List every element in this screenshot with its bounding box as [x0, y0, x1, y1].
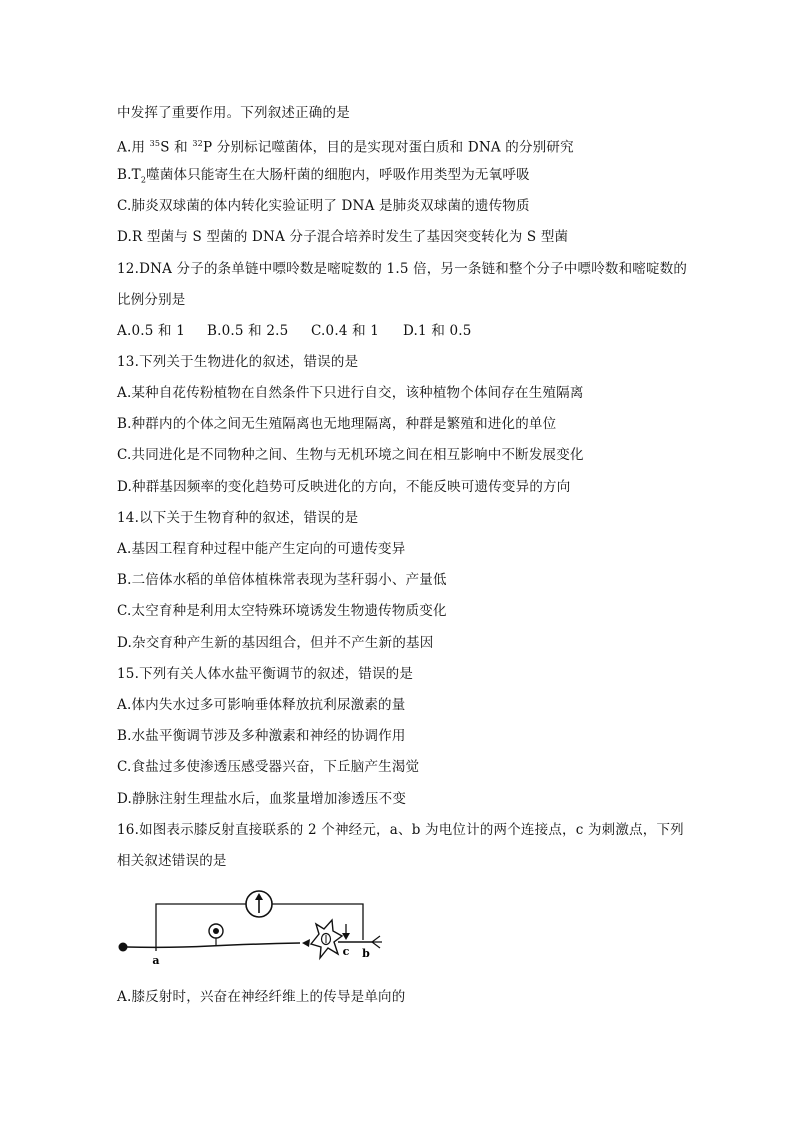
knee-reflex-neuron-diagram	[110, 884, 400, 974]
label-c: c	[342, 945, 350, 958]
label-a: a	[152, 954, 160, 967]
nerve-fiber	[127, 943, 300, 947]
q14-stem: 14.以下关于生物育种的叙述，错误的是	[117, 510, 359, 526]
q11-stem-tail: 中发挥了重要作用。下列叙述正确的是	[117, 105, 350, 121]
q15-option-d: D.静脉注射生理盐水后，血浆量增加渗透压不变	[117, 791, 407, 807]
q12-stem-line2: 比例分别是	[117, 292, 186, 308]
q11-option-a: A.用 $^{35}$S 和 $^{32}$P 分别标记噬菌体，目的是实现对蛋白质和 DNA 的分别研究	[117, 139, 574, 156]
label-b: b	[362, 947, 370, 960]
q11-option-c: C.肺炎双球菌的体内转化实验证明了 DNA 是肺炎双球菌的遗传物质	[117, 198, 530, 214]
q12-option-d: D.1 和 0.5	[403, 323, 472, 339]
q14-option-d: D.杂交育种产生新的基因组合，但并不产生新的基因	[117, 635, 434, 651]
q13-option-a: A.某种自花传粉植物在自然条件下只进行自交，该种植物个体间存在生殖隔离	[117, 385, 584, 401]
q13-option-c: C.共同进化是不同物种之间、生物与无机环境之间在相互影响中不断发展变化	[117, 447, 584, 463]
q12-option-a: A.0.5 和 1	[117, 323, 185, 339]
q13-option-b: B.种群内的个体之间无生殖隔离也无地理隔离，种群是繁殖和进化的单位	[117, 416, 557, 432]
q16-stem-line2: 相关叙述错误的是	[117, 853, 227, 869]
q14-option-a: A.基因工程育种过程中能产生定向的可遗传变异	[117, 541, 406, 557]
q15-stem: 15.下列有关人体水盐平衡调节的叙述，错误的是	[117, 666, 414, 682]
q15-option-b: B.水盐平衡调节涉及多种激素和神经的协调作用	[117, 728, 406, 744]
stimulus-arrow-icon	[342, 924, 350, 940]
q13-option-d: D.种群基因频率的变化趋势可反映进化的方向，不能反映可遗传变异的方向	[117, 479, 571, 495]
q14-option-b: B.二倍体水稻的单倍体植株常表现为茎秆弱小、产量低	[117, 572, 447, 588]
electrometer-icon	[246, 891, 272, 917]
q14-option-c: C.太空育种是利用太空特殊环境诱发生物遗传物质变化	[117, 603, 447, 619]
q16-option-a: A.膝反射时，兴奋在神经纤维上的传导是单向的	[117, 989, 406, 1005]
electrometer-wire-right	[272, 904, 363, 940]
receptor-icon	[209, 924, 223, 946]
q13-stem: 13.下列关于生物进化的叙述，错误的是	[117, 354, 359, 370]
q11-option-b: $B.T_2$噬菌体只能寄生在大肠杆菌的细胞内，呼吸作用类型为无氧呼吸	[117, 167, 530, 185]
q16-stem-line1: 16.如图表示膝反射直接联系的 2 个神经元，a、b 为电位计的两个连接点，c 为刺激点，下列	[117, 822, 684, 838]
q11-option-d: D.R 型菌与 S 型菌的 DNA 分子混合培养时发生了基因突变转化为 S 型菌	[117, 229, 569, 245]
sensory-neuron-cell-body	[119, 943, 128, 952]
q15-option-a: A.体内失水过多可影响垂体释放抗利尿激素的量	[117, 697, 406, 713]
q12-option-b: B.0.5 和 2.5	[207, 323, 289, 339]
q12-options	[117, 322, 472, 340]
q12-option-c: C.0.4 和 1	[311, 323, 380, 339]
q12-stem-line1: 12.DNA 分子的条单链中嘌呤数是嘧啶数的 1.5 倍，另一条链和整个分子中嘌呤数和嘧啶数的	[117, 261, 688, 277]
q15-option-c: C.食盐过多使渗透压感受器兴奋，下丘脑产生渴觉	[117, 759, 420, 775]
synapse-arrow-icon	[302, 939, 310, 947]
electrometer-wire-left	[156, 904, 246, 951]
